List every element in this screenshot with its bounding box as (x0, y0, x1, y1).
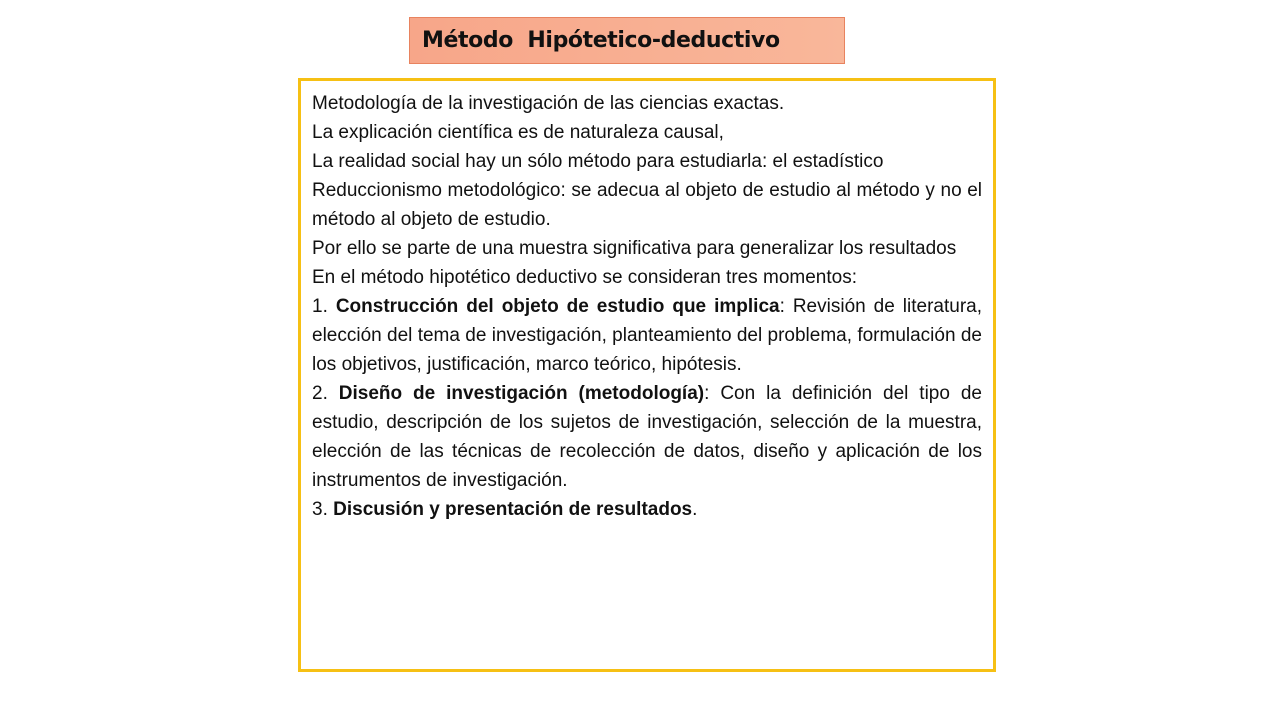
moment-item-1 (312, 292, 982, 379)
paragraph-sample: Por ello se parte de una muestra significativa para generalizar los resultados (312, 238, 957, 259)
moment-heading: Construcción del objeto de estudio que implica (335, 296, 780, 317)
content-panel (298, 78, 996, 672)
paragraph-three-moments: En el método hipotético deductivo se consideran tres momentos: (312, 267, 857, 288)
page-title: Método Hipótetico-deductivo (422, 28, 780, 53)
paragraph-exact-sciences: Metodología de la investigación de las ciencias exactas. (312, 93, 785, 114)
moment-heading: Discusión y presentación de resultados (333, 499, 693, 520)
paragraph-causal-explanation: La explicación científica es de naturaleza causal, (312, 122, 724, 143)
moment-heading: Diseño de investigación (metodología) (338, 383, 705, 404)
moment-number: 2. (312, 383, 339, 404)
moment-item-2 (312, 379, 982, 495)
moment-text: . (692, 499, 698, 520)
moment-number: 1. (312, 296, 336, 317)
title-banner (409, 17, 845, 64)
paragraph-single-method: La realidad social hay un sólo método para estudiarla: el estadístico (312, 151, 884, 172)
paragraph-reductionism: Reduccionismo metodológico: se adecua al objeto de estudio al método y no el método al objeto de estudio. (312, 180, 982, 230)
moment-number: 3. (312, 499, 334, 520)
moment-text: : Revisión de literatura, elección del tema de investigación, planteamiento del problema, formulación de los objetivos, justificación, marco teórico, hipótesis. (312, 296, 982, 375)
moment-text: : Con la definición del tipo de estudio, descripción de los sujetos de investigación, selección de la muestra, elección de las técnicas de recolección de datos, diseño y aplicación de los instrumentos de investigación. (312, 383, 983, 491)
moment-item-3 (312, 495, 982, 524)
